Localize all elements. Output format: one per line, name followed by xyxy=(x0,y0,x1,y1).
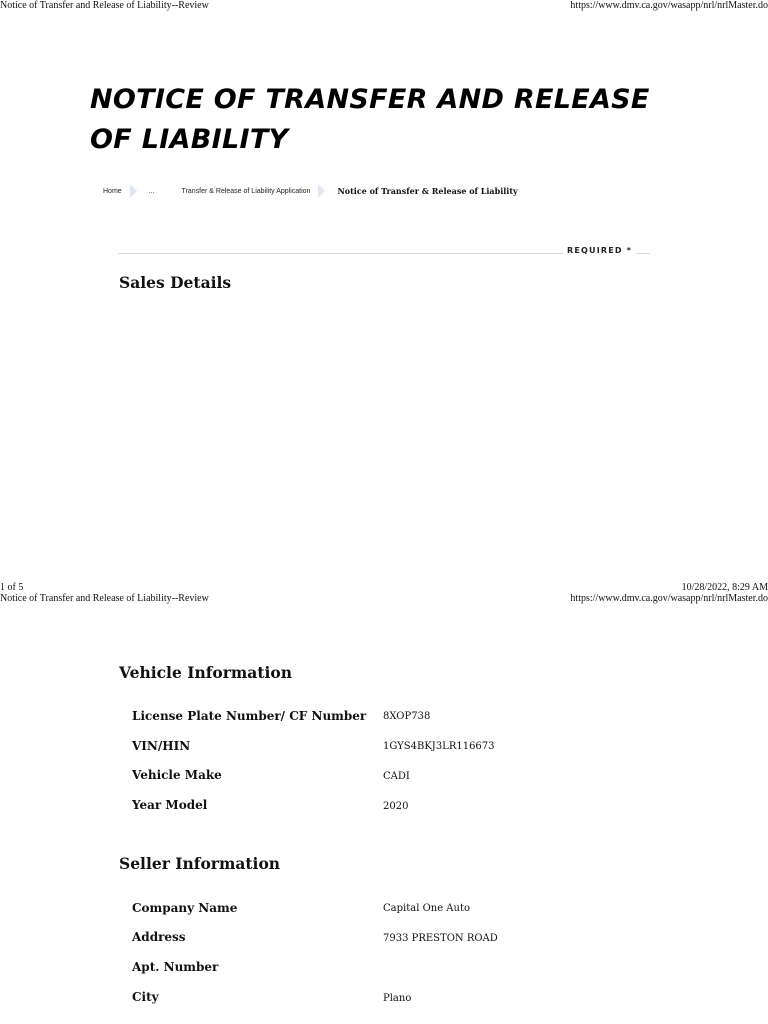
page-title: NOTICE OF TRANSFER AND RELEASE OF LIABILITY xyxy=(90,84,650,155)
print-header-title: Notice of Transfer and Release of Liability--Review xyxy=(0,593,209,604)
breadcrumb-separator xyxy=(163,184,170,198)
vehicle-make-label: Vehicle Make xyxy=(132,768,222,782)
license-plate-label: License Plate Number/ CF Number xyxy=(132,709,367,723)
address-label: Address xyxy=(132,930,186,944)
breadcrumb-application-link[interactable]: Transfer & Release of Liability Application xyxy=(181,187,311,195)
city-value: Plano xyxy=(383,993,412,1004)
company-name-label: Company Name xyxy=(132,901,238,915)
vin-value: 1GYS4BKJ3LR116673 xyxy=(383,741,495,752)
breadcrumb xyxy=(103,184,518,198)
print-footer-datetime: 10/28/2022, 8:29 AM xyxy=(681,582,768,593)
vehicle-make-value: CADI xyxy=(383,771,410,782)
year-model-value: 2020 xyxy=(383,801,409,812)
breadcrumb-home-link[interactable]: Home xyxy=(103,187,122,195)
print-header-url: https://www.dmv.ca.gov/wasapp/nrl/nrlMaster.do xyxy=(570,593,768,604)
apt-number-label: Apt. Number xyxy=(132,960,219,974)
company-name-value: Capital One Auto xyxy=(383,903,471,914)
license-plate-value: 8XOP738 xyxy=(383,711,431,722)
breadcrumb-ellipsis-link[interactable]: ... xyxy=(148,187,155,195)
breadcrumb-chevron-icon xyxy=(130,184,137,198)
sales-details-heading: Sales Details xyxy=(119,273,232,292)
seller-info-heading: Seller Information xyxy=(119,854,281,873)
breadcrumb-current: Notice of Transfer & Release of Liability xyxy=(337,186,518,196)
breadcrumb-chevron-icon xyxy=(318,184,325,198)
year-model-label: Year Model xyxy=(132,798,208,812)
print-footer-page-number: 1 of 5 xyxy=(0,582,24,593)
city-label: City xyxy=(132,990,159,1004)
print-header-title: Notice of Transfer and Release of Liability--Review xyxy=(0,0,209,11)
required-label: REQUIRED * xyxy=(563,246,636,255)
address-value: 7933 PRESTON ROAD xyxy=(383,933,498,944)
vin-label: VIN/HIN xyxy=(132,739,191,753)
print-header-url: https://www.dmv.ca.gov/wasapp/nrl/nrlMaster.do xyxy=(570,0,768,11)
vehicle-info-heading: Vehicle Information xyxy=(119,663,292,682)
